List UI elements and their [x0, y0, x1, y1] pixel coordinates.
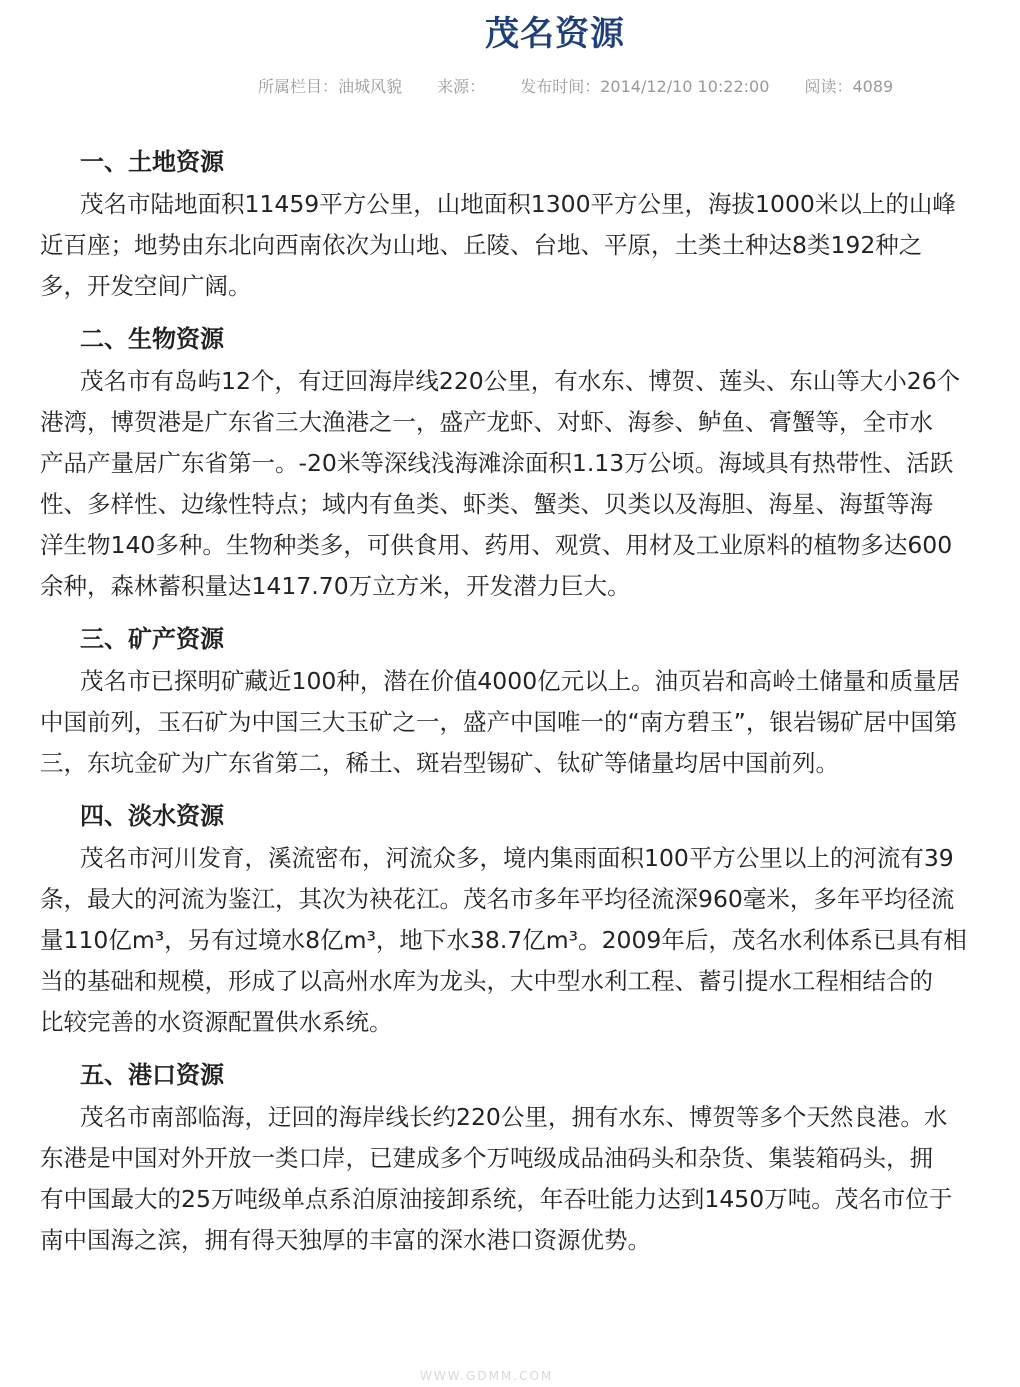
section-paragraph	[40, 1097, 1020, 1261]
section-heading: 三、矿产资源	[80, 625, 224, 653]
paragraph-line: 性、多样性、边缘性特点；域内有鱼类、虾类、蟹类、贝类以及海胆、海星、海蜇等海	[40, 490, 933, 518]
meta-source: 来源：	[437, 77, 486, 96]
paragraph-line: 产品产量居广东省第一。-20米等深线浅海滩涂面积1.13万公顷。海域具有热带性、活跃	[40, 449, 954, 477]
site-watermark: WWW.GDMM.COM	[420, 1369, 554, 1383]
paragraph-line: 茂名市已探明矿藏近100种，潜在价值4000亿元以上。油页岩和高岭土储量和质量居	[80, 667, 961, 695]
section-paragraph	[40, 361, 1020, 607]
paragraph-line: 三，东坑金矿为广东省第二，稀土、斑岩型锡矿、钛矿等储量均居中国前列。	[40, 749, 839, 777]
paragraph-line: 比较完善的水资源配置供水系统。	[40, 1008, 393, 1036]
paragraph-line: 条，最大的河流为鉴江，其次为袂花江。茂名市多年平均径流深960毫米，多年平均径流	[40, 885, 955, 913]
paragraph-line: 近百座；地势由东北向西南依次为山地、丘陵、台地、平原，土类土种达8类192种之	[40, 231, 923, 259]
section-minerals	[40, 617, 1020, 784]
section-heading: 一、土地资源	[80, 148, 224, 176]
section-freshwater	[40, 794, 1020, 1043]
article-meta	[258, 74, 923, 97]
paragraph-line: 洋生物140多种。生物种类多，可供食用、药用、观赏、用材及工业原料的植物多达600	[40, 531, 953, 559]
paragraph-line: 当的基础和规模，形成了以高州水库为龙头，大中型水利工程、蓄引提水工程相结合的	[40, 967, 933, 995]
paragraph-line: 港湾，博贺港是广东省三大渔港之一，盛产龙虾、对虾、海参、鲈鱼、膏蟹等，全市水	[40, 408, 933, 436]
section-heading: 二、生物资源	[80, 325, 224, 353]
paragraph-line: 南中国海之滨，拥有得天独厚的丰富的深水港口资源优势。	[40, 1226, 651, 1254]
section-paragraph	[40, 184, 1020, 307]
paragraph-line: 东港是中国对外开放一类口岸，已建成多个万吨级成品油码头和杂货、集装箱码头，拥	[40, 1144, 933, 1172]
paragraph-line: 中国前列，玉石矿为中国三大玉矿之一，盛产中国唯一的“南方碧玉”，银岩锡矿居中国第	[40, 708, 958, 736]
paragraph-line: 多，开发空间广阔。	[40, 272, 252, 300]
section-land	[40, 140, 1020, 307]
section-paragraph	[40, 838, 1020, 1043]
section-heading: 四、淡水资源	[80, 802, 224, 830]
meta-category: 所属栏目：油城风貌	[258, 77, 403, 96]
section-paragraph	[40, 661, 1020, 784]
paragraph-line: 茂名市河川发育，溪流密布，河流众多，境内集雨面积100平方公里以上的河流有39	[80, 844, 954, 872]
paragraph-line: 量110亿m³，另有过境水8亿m³，地下水38.7亿m³。2009年后，茂名水利体系已具有相	[40, 926, 967, 954]
paragraph-line: 有中国最大的25万吨级单点系泊原油接卸系统，年吞吐能力达到1450万吨。茂名市位于	[40, 1185, 953, 1213]
meta-published: 发布时间：2014/12/10 10:22:00	[520, 77, 770, 96]
paragraph-line: 余种，森林蓄积量达1417.70万立方米，开发潜力巨大。	[40, 572, 631, 600]
section-biology	[40, 317, 1020, 607]
page-title: 茂名资源	[485, 14, 625, 54]
paragraph-line: 茂名市有岛屿12个，有迂回海岸线220公里，有水东、博贺、莲头、东山等大小26个	[80, 367, 961, 395]
section-ports	[40, 1053, 1020, 1261]
paragraph-line: 茂名市陆地面积11459平方公里，山地面积1300平方公里，海拔1000米以上的山峰	[80, 190, 956, 218]
meta-reads: 阅读：4089	[804, 77, 894, 96]
section-heading: 五、港口资源	[80, 1061, 224, 1089]
article-body	[40, 140, 1020, 1271]
paragraph-line: 茂名市南部临海，迂回的海岸线长约220公里，拥有水东、博贺等多个天然良港。水	[80, 1103, 948, 1131]
